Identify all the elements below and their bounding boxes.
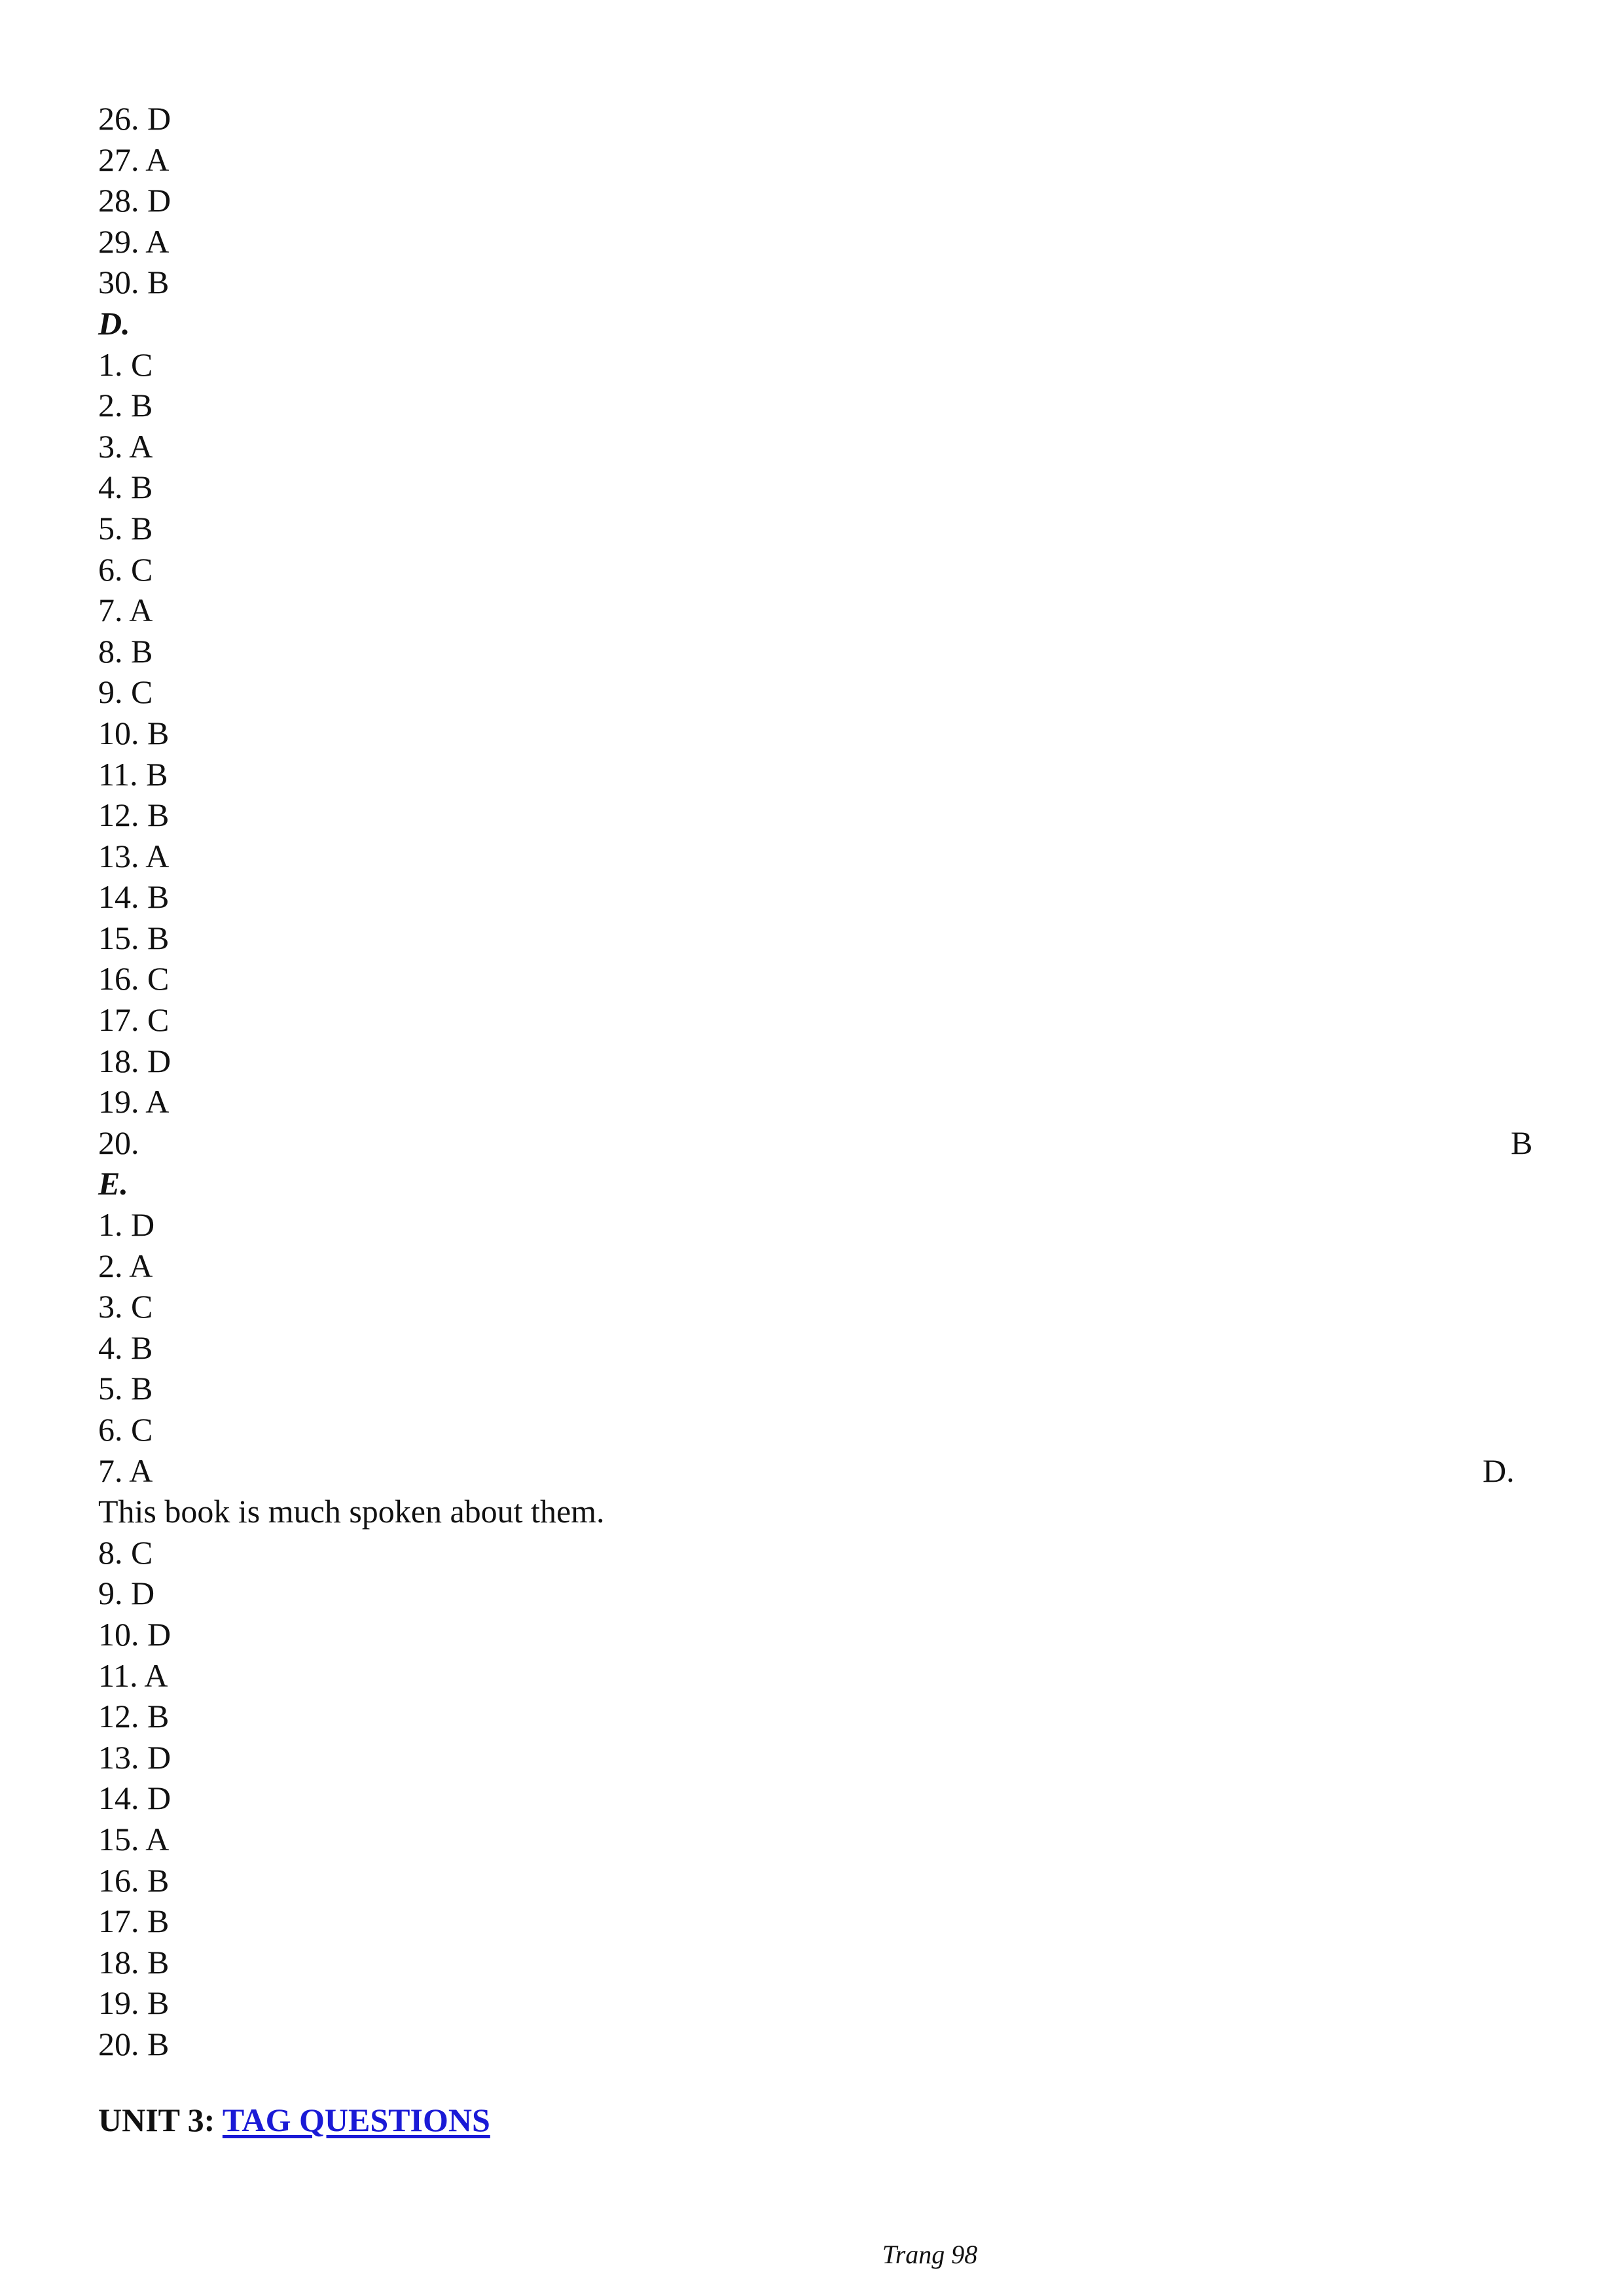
answer-item: 14. D (98, 1780, 171, 1817)
answer-item: 1. D (98, 1206, 155, 1244)
answer-item: 9. C (98, 673, 153, 711)
section-d-item-20-number: 20. (98, 1124, 139, 1161)
answer-item: 4. B (98, 469, 153, 506)
unit-title-link[interactable]: TAG QUESTIONS (222, 2102, 490, 2138)
answer-item: 29. A (98, 223, 170, 260)
answer-item: 8. C (98, 1534, 153, 1571)
answer-item: 14. B (98, 878, 170, 916)
section-d-item-20 (98, 1122, 1532, 1164)
answer-item: 6. C (98, 1411, 153, 1448)
unit-label: UNIT 3: (98, 2102, 215, 2138)
page-number-label: Trang 98 (882, 2240, 978, 2269)
answer-item: 3. A (98, 427, 153, 465)
answer-item: 27. A (98, 141, 170, 178)
answer-item: 12. B (98, 797, 170, 834)
answer-item: 13. A (98, 837, 170, 874)
answer-item: 8. B (98, 632, 153, 670)
answer-item: 10. B (98, 714, 170, 751)
answer-item: 19. B (98, 1984, 170, 2022)
answer-item: 19. A (98, 1083, 170, 1121)
section-e-item-7-right: D. (1483, 1452, 1515, 1489)
section-e-item-7-continuation: This book is much spoken about them. (98, 1493, 605, 1530)
unit-heading (98, 2100, 490, 2140)
answer-item: 3. C (98, 1288, 153, 1325)
section-e-answers-list-b (98, 1532, 1532, 2065)
answer-item: 2. B (98, 387, 153, 424)
answer-key-content (98, 98, 1532, 2065)
section-e-item-7-label: 7. A (98, 1452, 153, 1489)
answer-item: 11. B (98, 755, 168, 793)
answer-item: 15. B (98, 919, 170, 956)
section-d-answers-list (98, 344, 1532, 1122)
answer-item: 16. B (98, 1861, 170, 1899)
answer-item: 2. A (98, 1247, 153, 1284)
answer-item: 18. D (98, 1042, 171, 1079)
answer-item: 16. C (98, 960, 170, 997)
answer-item: 10. D (98, 1615, 171, 1653)
answer-item: 9. D (98, 1575, 155, 1612)
answer-item: 11. A (98, 1657, 168, 1694)
answer-item: 26. D (98, 100, 171, 137)
answers-top-list (98, 98, 1532, 303)
answer-item: 5. B (98, 509, 153, 547)
answer-item: 20. B (98, 2025, 170, 2062)
answer-item: 12. B (98, 1698, 170, 1735)
section-e-item-7 (98, 1450, 1532, 1492)
answer-item: 30. B (98, 264, 170, 301)
answer-item: 4. B (98, 1329, 153, 1366)
section-d-heading: D. (98, 304, 130, 342)
answer-item: 1. C (98, 346, 153, 383)
answer-item: 5. B (98, 1370, 153, 1407)
section-d-item-20-answer: B (1511, 1124, 1533, 1161)
answer-item: 17. C (98, 1001, 170, 1039)
answer-item: 13. D (98, 1738, 171, 1776)
answer-item: 15. A (98, 1820, 170, 1857)
section-e-heading: E. (98, 1165, 128, 1202)
answer-item: 28. D (98, 182, 171, 219)
page-footer (0, 2238, 1624, 2271)
answer-item: 17. B (98, 1903, 170, 1940)
answer-item: 6. C (98, 550, 153, 588)
section-e-answers-list-a (98, 1204, 1532, 1450)
answer-item: 7. A (98, 592, 153, 629)
answer-item: 18. B (98, 1943, 170, 1981)
